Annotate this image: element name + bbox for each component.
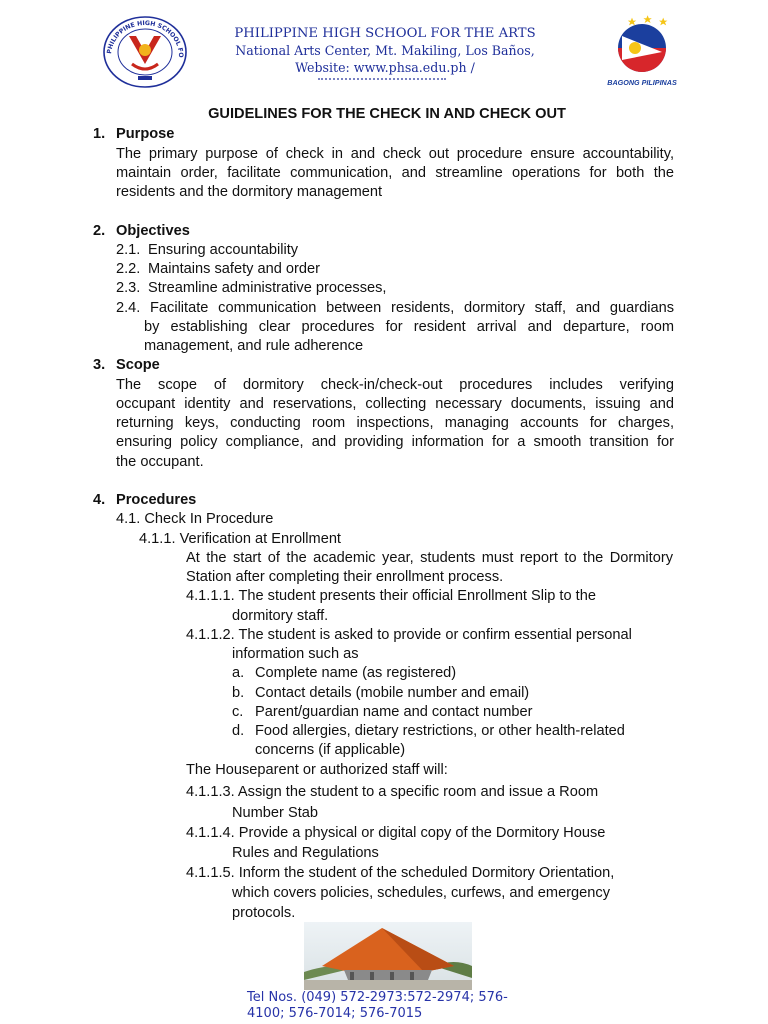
national-arts-center-photo <box>304 922 472 990</box>
step-4-1-1-3-cont: Number Stab <box>232 805 318 821</box>
objective-text-continued: by establishing clear procedures for resident arrival and departure, room <box>144 319 674 335</box>
objective-text: Streamline administrative processes, <box>148 280 387 296</box>
scope-line: ensuring policy compliance, and providing information for a smooth transition for <box>116 434 674 450</box>
step-4-1-1-3: 4.1.1.3. Assign the student to a specific room and issue a Room <box>186 784 599 800</box>
step-4-1-1-5: 4.1.1.5. Inform the student of the scheduled Dormitory Orientation, <box>186 865 615 881</box>
bagong-pilipinas-logo <box>608 14 676 90</box>
objective-text: Facilitate communication between residents, dormitory staff, and guardians <box>150 300 674 316</box>
section-number: 1. <box>93 126 106 142</box>
step-4-1-1-1-cont: dormitory staff. <box>232 608 329 624</box>
step-4-1-1-1: 4.1.1.1. The student presents their official Enrollment Slip to the <box>186 588 596 604</box>
section-heading-objectives: Objectives <box>116 223 190 239</box>
verification-intro: At the start of the academic year, students must report to the Dormitory <box>186 550 673 566</box>
school-seal-logo <box>102 16 188 88</box>
objective-number: 2.2. <box>116 261 141 277</box>
subsection-check-in: 4.1. Check In Procedure <box>116 511 274 527</box>
section-number: 2. <box>93 223 106 239</box>
objective-text: Ensuring accountability <box>148 242 299 258</box>
purpose-line: residents and the dormitory management <box>116 184 383 200</box>
school-name: PHILIPPINE HIGH SCHOOL FOR THE ARTS <box>234 26 536 41</box>
objective-text: Maintains safety and order <box>148 261 320 277</box>
section-heading-purpose: Purpose <box>116 126 175 142</box>
step-4-1-1-2: 4.1.1.2. The student is asked to provide or confirm essential personal <box>186 627 632 643</box>
scope-line: occupant identity and reservations, collecting necessary documents, issuing and <box>116 396 674 412</box>
purpose-line: maintain order, facilitate communication, and streamline operations for both the <box>116 165 674 181</box>
school-website[interactable]: Website: www.phsa.edu.ph / <box>295 60 475 75</box>
svg-text:PHILIPPINE HIGH SCHOOL FOR THE: PHILIPPINE HIGH SCHOOL FO <box>106 19 185 58</box>
step-4-1-1-5-cont: protocols. <box>232 905 296 921</box>
section-heading-scope: Scope <box>116 357 160 373</box>
step-4-1-1-4-cont: Rules and Regulations <box>232 845 379 861</box>
list-item: Food allergies, dietary restrictions, or other health-related <box>255 723 625 739</box>
list-item-continued: concerns (if applicable) <box>255 742 406 758</box>
step-4-1-1-4: 4.1.1.4. Provide a physical or digital copy of the Dormitory House <box>186 825 606 841</box>
scope-line: returning keys, conducting room inspections, managing accounts for charges, <box>116 415 674 431</box>
list-item: Complete name (as registered) <box>255 665 457 681</box>
list-letter: c. <box>232 704 244 720</box>
school-address: National Arts Center, Mt. Makiling, Los Baños, <box>235 43 535 58</box>
objective-text-continued: management, and rule adherence <box>144 338 364 354</box>
telephone-line: Tel Nos. (049) 572-2973:572-2974; 576- <box>247 990 508 1005</box>
verification-intro: Station after completing their enrollment process. <box>186 569 504 585</box>
section-heading-procedures: Procedures <box>116 492 197 508</box>
telephone-line: 4100; 576-7014; 576-7015 <box>247 1006 423 1021</box>
step-4-1-1-2-cont: information such as <box>232 646 359 662</box>
objective-number: 2.3. <box>116 280 141 296</box>
step-4-1-1-5-cont: which covers policies, schedules, curfews, and emergency <box>232 885 610 901</box>
list-item: Parent/guardian name and contact number <box>255 704 533 720</box>
list-letter: a. <box>232 665 245 681</box>
bagong-pilipinas-label: BAGONG PILIPINAS <box>607 78 677 87</box>
purpose-line: The primary purpose of check in and check out procedure ensure accountability, <box>116 146 674 162</box>
document-title: GUIDELINES FOR THE CHECK IN AND CHECK OUT <box>208 106 566 122</box>
subsection-verification: 4.1.1. Verification at Enrollment <box>139 531 341 547</box>
list-letter: d. <box>232 723 245 739</box>
objective-number: 2.4. <box>116 300 141 316</box>
cropped-header-line <box>318 78 446 83</box>
section-number: 3. <box>93 357 106 373</box>
houseparent-intro: The Houseparent or authorized staff will: <box>186 762 448 778</box>
scope-line: The scope of dormitory check-in/check-out procedures includes verifying <box>116 377 674 393</box>
list-letter: b. <box>232 685 245 701</box>
scope-line: the occupant. <box>116 454 204 470</box>
section-number: 4. <box>93 492 106 508</box>
objective-number: 2.1. <box>116 242 141 258</box>
list-item: Contact details (mobile number and email) <box>255 685 530 701</box>
